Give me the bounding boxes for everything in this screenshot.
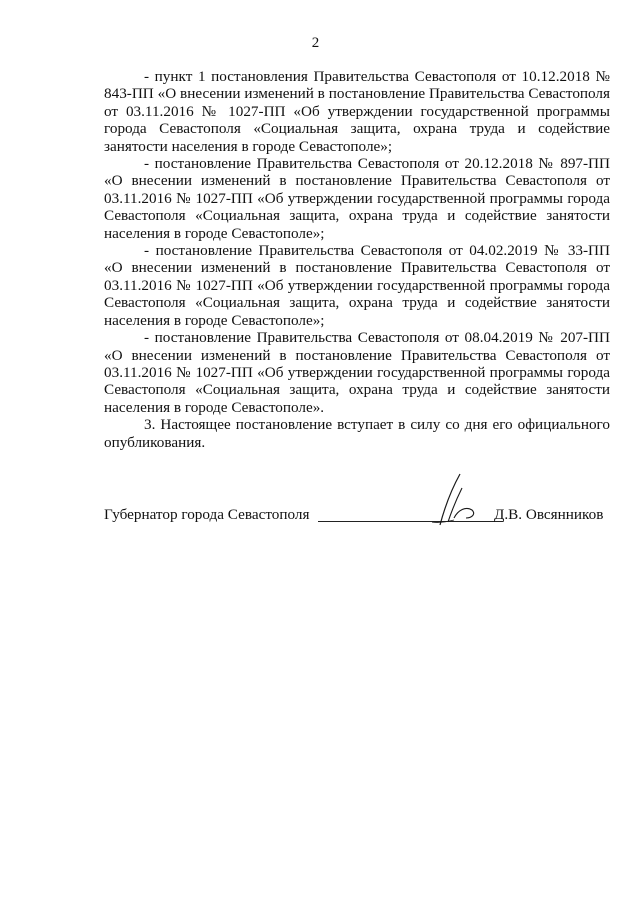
paragraph-item-5: 3. Настоящее постановление вступает в силу со дня его официального опубликования. (104, 416, 610, 451)
signatory-name: Д.В. Овсянников (494, 506, 604, 523)
paragraph-item-1: - пункт 1 постановления Правительства Севастополя от 10.12.2018 № 843-ПП «О внесении изменений в постановление Правительства Севастополя от 03.11.2016 № 1027-ПП «Об утверждении государственной программы города Севастополя «Социальная защита, охрана труда и содействие занятости населения в городе Севастополе»; (104, 68, 610, 155)
page-number: 2 (311, 35, 320, 51)
document-body (104, 68, 610, 451)
paragraph-item-2: - постановление Правительства Севастополя от 20.12.2018 № 897-ПП «О внесении изменений в постановление Правительства Севастополя от 03.11.2016 № 1027-ПП «Об утверждении государственной программы города Севастополя «Социальная защита, охрана труда и содействие занятости населения в городе Севастополе»; (104, 155, 610, 242)
signatory-title: Губернатор города Севастополя (104, 506, 310, 523)
paragraph-item-4: - постановление Правительства Севастополя от 08.04.2019 № 207-ПП «О внесении изменений в постановление Правительства Севастополя от 03.11.2016 № 1027-ПП «Об утверждении государственной программы города Севастополя «Социальная защита, охрана труда и содействие занятости населения в городе Севастополе». (104, 329, 610, 416)
handwritten-signature-icon (392, 470, 492, 528)
paragraph-item-3: - постановление Правительства Севастополя от 04.02.2019 № 33-ПП «О внесении изменений в постановление Правительства Севастополя от 03.11.2016 № 1027-ПП «Об утверждении государственной программы города Севастополя «Социальная защита, охрана труда и содействие занятости населения в городе Севастополе»; (104, 242, 610, 329)
signature-block (104, 470, 610, 530)
